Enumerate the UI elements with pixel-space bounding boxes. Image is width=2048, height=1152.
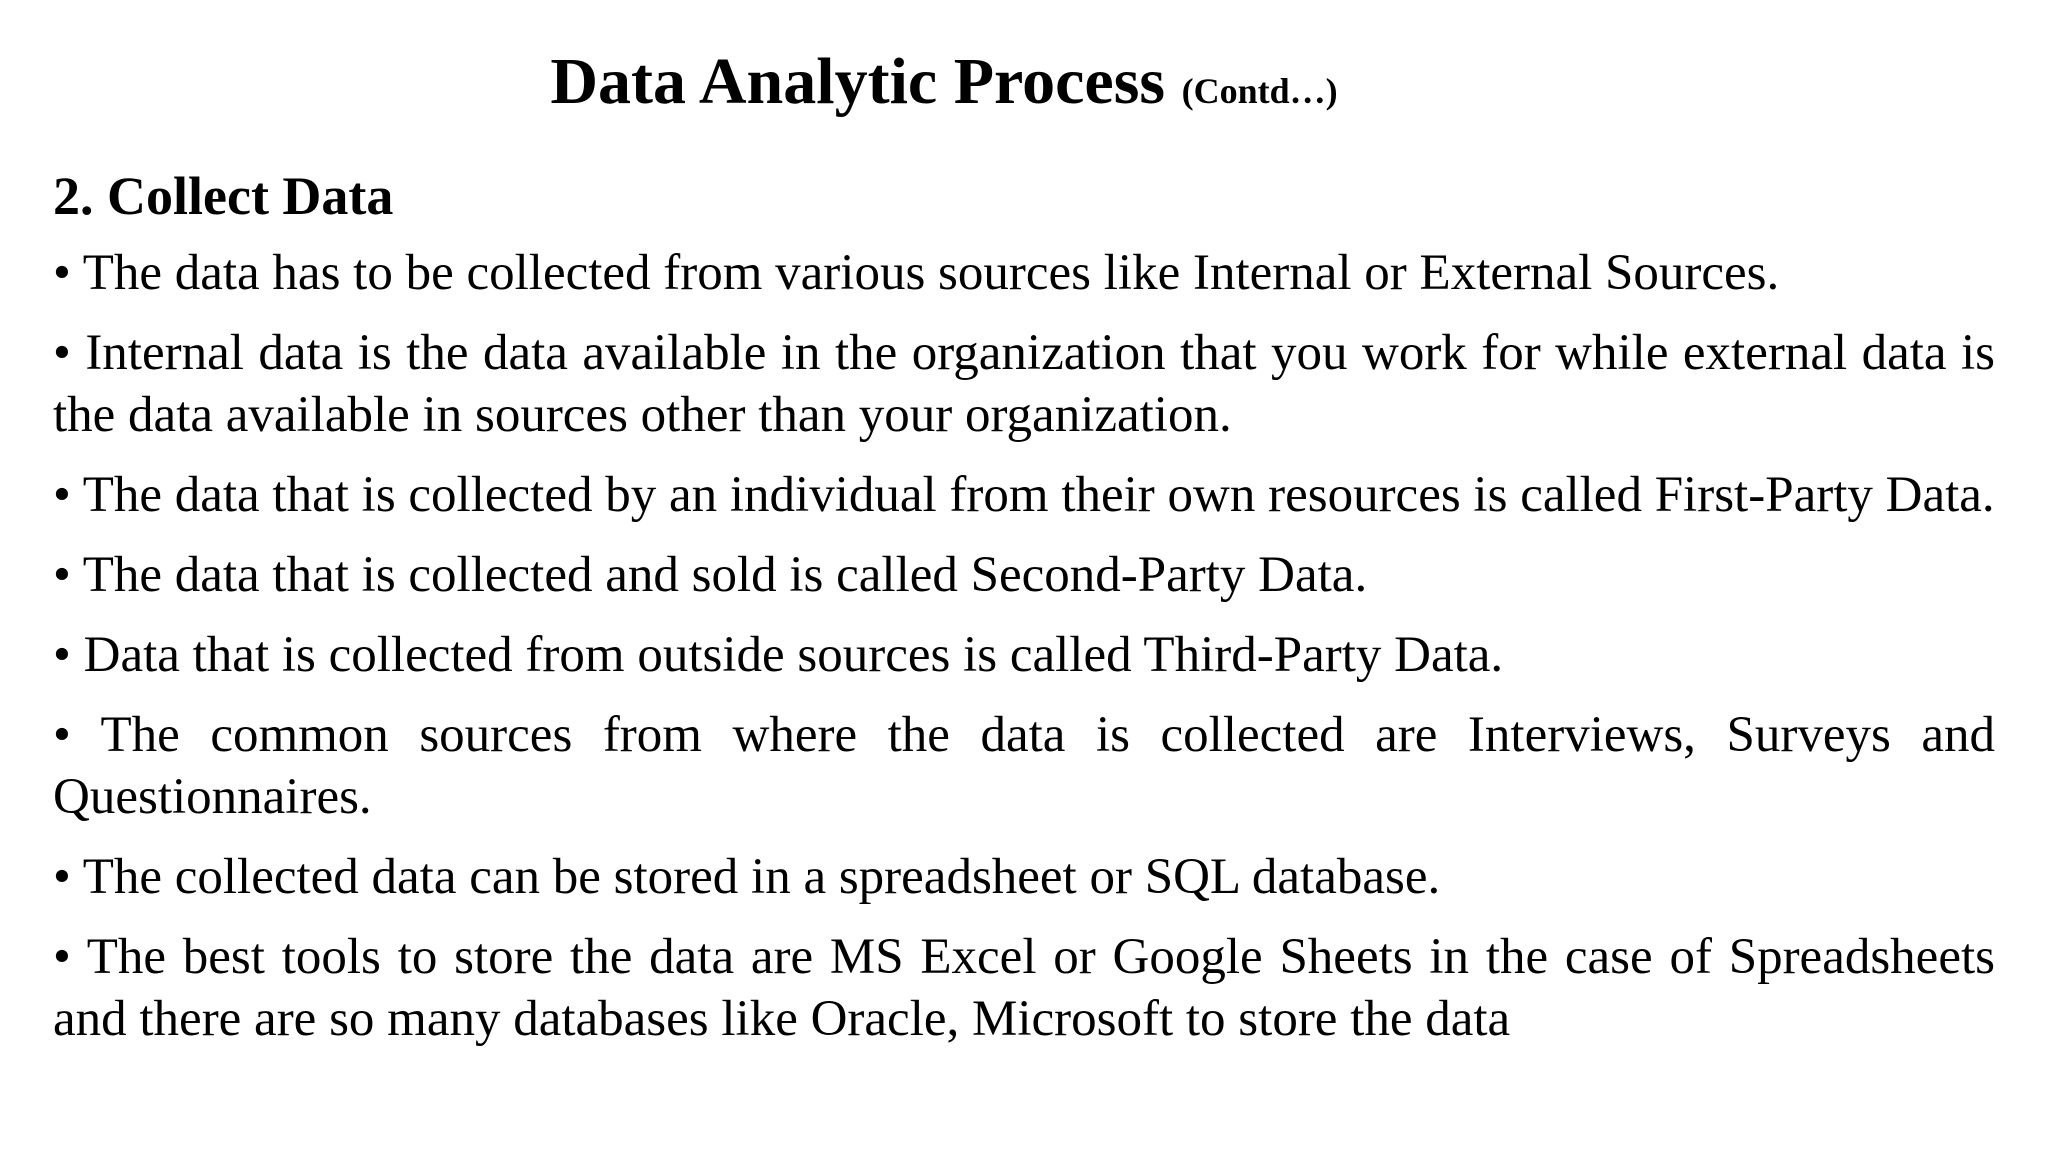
- bullet-text: The data has to be collected from various sources like Internal or External Sources.: [82, 245, 1780, 301]
- bullet-text: Internal data is the data available in the organization that you work for while external data is the data available in sources other than your organization.: [53, 325, 1996, 443]
- bullet-marker: •: [53, 547, 71, 603]
- slide-title: [0, 42, 1888, 131]
- slide-title-suffix: (Contd…): [1181, 71, 1338, 111]
- bullet-item: [53, 464, 1995, 526]
- bullet-marker: •: [53, 627, 71, 683]
- bullet-marker: •: [53, 849, 71, 905]
- bullet-item: [53, 624, 1995, 686]
- slide-title-text: Data Analytic Process: [550, 45, 1166, 118]
- bullet-text: The common sources from where the data is collected are Interviews, Surveys and Questionnaires.: [53, 707, 1995, 825]
- bullet-item: [53, 846, 1995, 908]
- bullet-text: The data that is collected and sold is called Second-Party Data.: [82, 547, 1368, 603]
- bullet-text: Data that is collected from outside sources is called Third-Party Data.: [83, 627, 1504, 683]
- bullet-text: The data that is collected by an individual from their own resources is called First-Party Data.: [82, 467, 1995, 523]
- bullet-list: [53, 242, 1995, 1068]
- bullet-item: [53, 242, 1995, 304]
- bullet-marker: •: [53, 929, 71, 985]
- bullet-marker: •: [53, 325, 71, 381]
- bullet-marker: •: [53, 467, 71, 523]
- bullet-item: [53, 322, 1995, 446]
- bullet-item: [53, 704, 1995, 828]
- bullet-text: The best tools to store the data are MS Excel or Google Sheets in the case of Spreadsheets and there are so many databases like Oracle, Microsoft to store the data: [53, 929, 1995, 1047]
- bullet-marker: •: [53, 245, 71, 301]
- bullet-marker: •: [53, 707, 71, 763]
- section-heading: 2. Collect Data: [53, 166, 394, 226]
- bullet-item: [53, 926, 1995, 1050]
- bullet-item: [53, 544, 1995, 606]
- bullet-text: The collected data can be stored in a spreadsheet or SQL database.: [82, 849, 1441, 905]
